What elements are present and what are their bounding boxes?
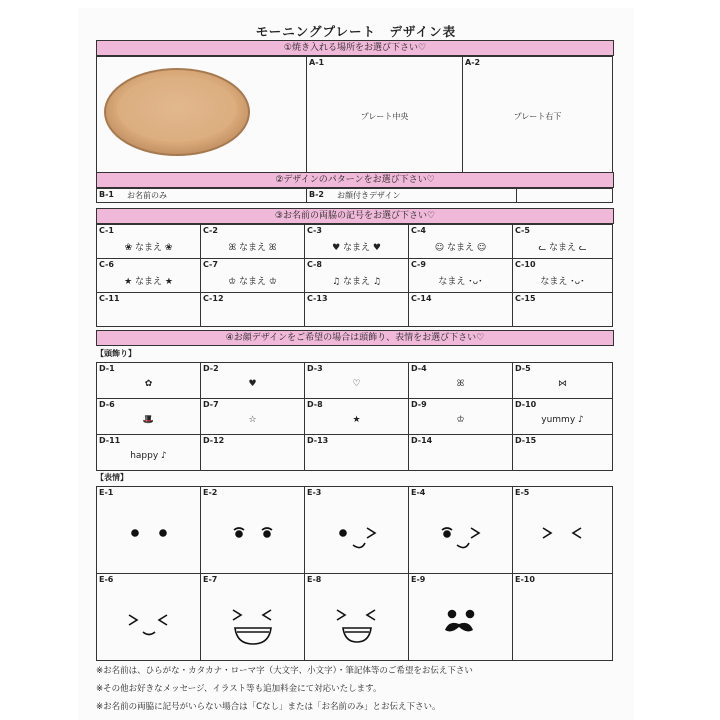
head-decoration-sample: ✿	[144, 379, 153, 389]
name-symbol-sample: ☺ なまえ ☺	[434, 243, 487, 253]
name-symbol-code: C-12	[203, 294, 224, 303]
section3-header: ③お名前の両脇の記号をお選び下さい♡	[96, 208, 614, 224]
name-symbol-cell-c-5[interactable]	[513, 225, 613, 259]
note-2: ※その他お好きなメッセージ、イラスト等も追加料金にて対応いたします。	[96, 684, 382, 694]
head-decoration-cell-d-13[interactable]	[305, 435, 409, 471]
face-expression-icon	[409, 574, 512, 660]
section1-header: ①焼き入れる場所をお選び下さい♡	[96, 40, 614, 56]
head-decoration-sample: 🎩	[142, 415, 155, 425]
head-decoration-cell-d-14[interactable]	[409, 435, 513, 471]
expression-cell-e-4[interactable]	[409, 487, 513, 574]
expression-code: E-5	[515, 488, 530, 497]
name-symbol-code: C-4	[411, 226, 426, 235]
a2-label: プレート右下	[513, 112, 562, 121]
head-decoration-code: D-4	[411, 364, 427, 373]
section2-header: ②デザインのパターンをお選び下さい♡	[96, 172, 614, 188]
name-symbol-cell-c-6[interactable]	[97, 259, 201, 293]
a2-code: A-2	[465, 58, 481, 67]
name-symbol-code: C-11	[99, 294, 120, 303]
head-decoration-cell-d-4[interactable]	[409, 363, 513, 399]
expression-cell-e-1[interactable]	[97, 487, 201, 574]
name-symbol-cell-c-11[interactable]	[97, 293, 201, 327]
head-decoration-code: D-7	[203, 400, 219, 409]
option-b2[interactable]	[307, 189, 517, 203]
name-symbol-cell-c-3[interactable]	[305, 225, 409, 259]
head-decoration-cell-d-11[interactable]	[97, 435, 201, 471]
face-expression-icon	[513, 487, 612, 573]
b1-label: お名前のみ	[127, 191, 167, 200]
section3-grid	[96, 224, 613, 327]
name-symbol-code: C-14	[411, 294, 432, 303]
wooden-plate-image	[97, 57, 307, 173]
name-symbol-sample: ꕤ なまえ ꕤ	[228, 243, 277, 253]
name-symbol-cell-c-1[interactable]	[97, 225, 201, 259]
expression-cell-e-6[interactable]	[97, 574, 201, 661]
head-decoration-cell-d-5[interactable]	[513, 363, 613, 399]
expression-code: E-8	[307, 575, 322, 584]
head-decoration-code: D-9	[411, 400, 427, 409]
name-symbol-cell-c-15[interactable]	[513, 293, 613, 327]
option-a2[interactable]	[463, 57, 613, 173]
head-decoration-code: D-3	[307, 364, 323, 373]
head-decoration-cell-d-12[interactable]	[201, 435, 305, 471]
head-decoration-label: 【頭飾り】	[96, 349, 136, 358]
name-symbol-sample: なまえ ･ᴗ･	[540, 277, 585, 287]
expression-cell-e-9[interactable]	[409, 574, 513, 661]
face-expression-icon	[201, 574, 304, 660]
head-decoration-sample: yummy ♪	[541, 415, 584, 425]
name-symbol-code: C-10	[515, 260, 536, 269]
head-decoration-code: D-10	[515, 400, 537, 409]
expression-grid	[96, 486, 613, 661]
a1-code: A-1	[309, 58, 325, 67]
face-expression-icon	[97, 574, 200, 660]
option-a1[interactable]	[307, 57, 463, 173]
name-symbol-cell-c-14[interactable]	[409, 293, 513, 327]
expression-code: E-3	[307, 488, 322, 497]
expression-code: E-9	[411, 575, 426, 584]
name-symbol-sample: ♔ なまえ ♔	[228, 277, 277, 287]
empty-cell	[517, 189, 613, 203]
name-symbol-sample: なまえ ･ᴗ･	[438, 277, 483, 287]
head-decoration-code: D-15	[515, 436, 537, 445]
name-symbol-code: C-8	[307, 260, 322, 269]
design-sheet	[78, 8, 634, 720]
b1-code: B-1	[99, 190, 114, 199]
plate-photo-cell	[97, 57, 307, 173]
name-symbol-sample: ❀ なまえ ❀	[124, 243, 173, 253]
face-expression-icon	[201, 487, 304, 573]
head-decoration-cell-d-8[interactable]	[305, 399, 409, 435]
expression-code: E-4	[411, 488, 426, 497]
name-symbol-code: C-9	[411, 260, 426, 269]
head-decoration-sample: ★	[352, 415, 361, 425]
head-decoration-cell-d-3[interactable]	[305, 363, 409, 399]
note-1: ※お名前は、ひらがな・カタカナ・ローマ字（大文字、小文字）・筆記体等のご希望をお伝え下さい	[96, 666, 473, 676]
expression-code: E-10	[515, 575, 535, 584]
name-symbol-cell-c-12[interactable]	[201, 293, 305, 327]
option-b1[interactable]	[97, 189, 307, 203]
head-decoration-sample: happy ♪	[130, 451, 167, 461]
head-decoration-code: D-12	[203, 436, 225, 445]
name-symbol-cell-c-2[interactable]	[201, 225, 305, 259]
name-symbol-cell-c-10[interactable]	[513, 259, 613, 293]
head-decoration-cell-d-15[interactable]	[513, 435, 613, 471]
head-decoration-sample: ꕤ	[456, 379, 465, 389]
name-symbol-cell-c-7[interactable]	[201, 259, 305, 293]
expression-cell-e-5[interactable]	[513, 487, 613, 574]
head-decoration-sample: ♥	[248, 379, 257, 389]
head-decoration-code: D-2	[203, 364, 219, 373]
head-decoration-code: D-8	[307, 400, 323, 409]
head-decoration-code: D-5	[515, 364, 531, 373]
head-decoration-code: D-13	[307, 436, 329, 445]
page-title: モーニングプレート デザイン表	[255, 24, 457, 39]
a1-label: プレート中央	[360, 112, 409, 121]
head-decoration-code: D-6	[99, 400, 115, 409]
head-decoration-cell-d-2[interactable]	[201, 363, 305, 399]
head-decoration-sample: ☆	[248, 415, 257, 425]
head-decoration-cell-d-1[interactable]	[97, 363, 201, 399]
head-decoration-sample: ⋈	[558, 379, 567, 389]
expression-cell-e-8[interactable]	[305, 574, 409, 661]
name-symbol-sample: ♥ なまえ ♥	[332, 243, 381, 253]
name-symbol-code: C-2	[203, 226, 218, 235]
expression-code: E-7	[203, 575, 218, 584]
section2-grid	[96, 188, 613, 203]
name-symbol-code: C-3	[307, 226, 322, 235]
expression-cell-e-7[interactable]	[201, 574, 305, 661]
head-decoration-code: D-1	[99, 364, 115, 373]
name-symbol-code: C-13	[307, 294, 328, 303]
name-symbol-code: C-1	[99, 226, 114, 235]
b2-label: お顔付きデザイン	[337, 191, 401, 200]
name-symbol-cell-c-9[interactable]	[409, 259, 513, 293]
head-decoration-sample: ♔	[456, 415, 465, 425]
name-symbol-cell-c-4[interactable]	[409, 225, 513, 259]
expression-code: E-2	[203, 488, 218, 497]
expression-code: E-6	[99, 575, 114, 584]
expression-label: 【表情】	[96, 473, 128, 482]
name-symbol-cell-c-13[interactable]	[305, 293, 409, 327]
face-expression-icon	[97, 487, 200, 573]
note-3: ※お名前の両脇に記号がいらない場合は「Cなし」または「お名前のみ」とお伝え下さい。	[96, 702, 441, 712]
face-expression-icon	[305, 574, 408, 660]
face-expression-icon	[513, 574, 612, 660]
head-decoration-grid	[96, 362, 613, 471]
head-decoration-sample: ♡	[352, 379, 361, 389]
face-expression-icon	[409, 487, 512, 573]
name-symbol-cell-c-8[interactable]	[305, 259, 409, 293]
head-decoration-cell-d-6[interactable]	[97, 399, 201, 435]
name-symbol-sample: ★ なまえ ★	[124, 277, 173, 287]
head-decoration-code: D-14	[411, 436, 433, 445]
name-symbol-code: C-7	[203, 260, 218, 269]
expression-code: E-1	[99, 488, 114, 497]
head-decoration-cell-d-7[interactable]	[201, 399, 305, 435]
section1-grid	[96, 56, 613, 173]
name-symbol-sample: ♫ なまえ ♫	[332, 277, 381, 287]
expression-cell-e-2[interactable]	[201, 487, 305, 574]
name-symbol-code: C-6	[99, 260, 114, 269]
name-symbol-code: C-15	[515, 294, 536, 303]
name-symbol-sample: ᓚ なまえ ᓚ	[538, 243, 587, 253]
b2-code: B-2	[309, 190, 324, 199]
face-expression-icon	[305, 487, 408, 573]
head-decoration-cell-d-9[interactable]	[409, 399, 513, 435]
expression-cell-e-10[interactable]	[513, 574, 613, 661]
expression-cell-e-3[interactable]	[305, 487, 409, 574]
head-decoration-cell-d-10[interactable]	[513, 399, 613, 435]
section4-header: ④お顔デザインをご希望の場合は頭飾り、表情をお選び下さい♡	[96, 330, 614, 346]
name-symbol-code: C-5	[515, 226, 530, 235]
head-decoration-code: D-11	[99, 436, 121, 445]
